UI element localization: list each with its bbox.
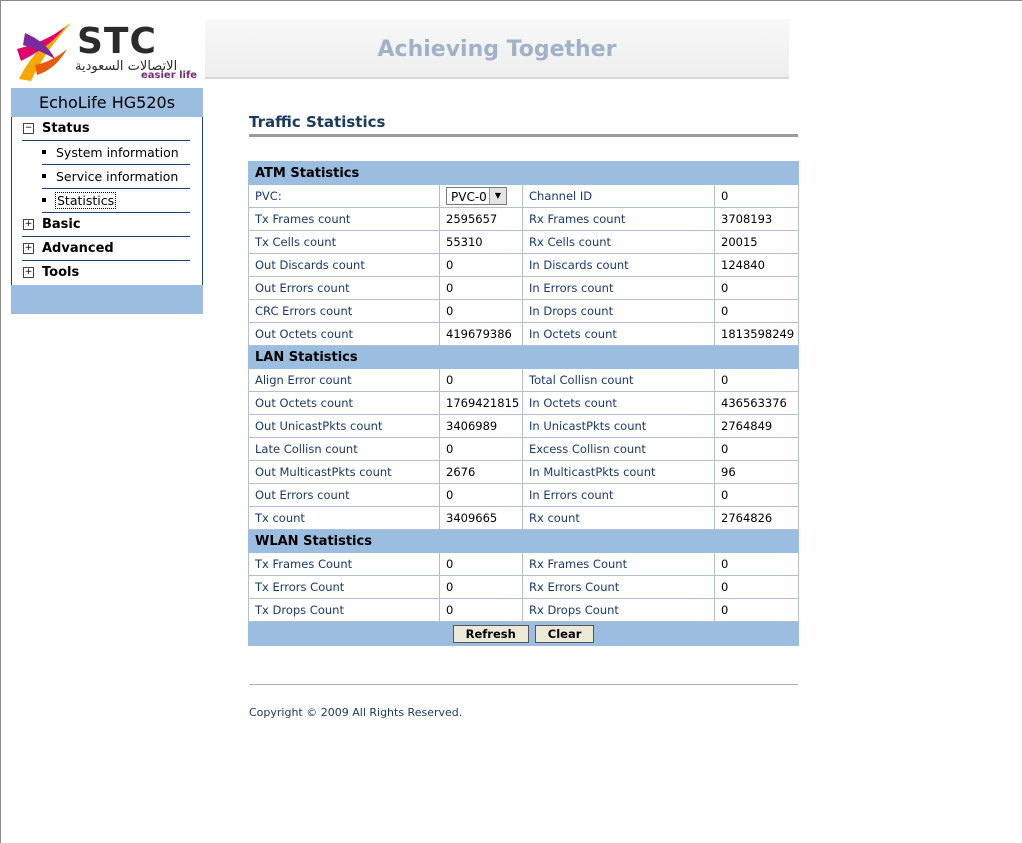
stat-label: Out Discards count — [249, 254, 440, 277]
stc-logo-mark-icon — [15, 19, 75, 83]
traffic-statistics-table — [248, 161, 799, 646]
button-row — [249, 622, 799, 646]
section-title: ATM Statistics — [249, 162, 799, 185]
stat-value: 419679386 — [440, 323, 523, 346]
banner — [205, 19, 789, 79]
table-row — [249, 369, 799, 392]
stat-value: 96 — [715, 461, 799, 484]
table-row — [249, 392, 799, 415]
stat-value: 0 — [715, 576, 799, 599]
copyright-text: Copyright © 2009 All Rights Reserved. — [249, 706, 463, 719]
sidebar-footer-bar — [11, 285, 203, 314]
stat-label: In Octets count — [523, 392, 715, 415]
menu-item-tools[interactable] — [22, 261, 190, 284]
stat-value: 0 — [440, 484, 523, 507]
section-title: WLAN Statistics — [249, 530, 799, 553]
stat-value: 1769421815 — [440, 392, 523, 415]
plus-box-icon[interactable]: + — [24, 243, 33, 253]
stat-value: 0 — [715, 277, 799, 300]
stat-value: 55310 — [440, 231, 523, 254]
stat-label: Rx Drops Count — [523, 599, 715, 622]
stat-label: Out Octets count — [249, 392, 440, 415]
menu-item-tools-label[interactable]: Tools — [42, 265, 80, 280]
stat-label: Excess Collisn count — [523, 438, 715, 461]
table-row — [249, 231, 799, 254]
stat-label: In Discards count — [523, 254, 715, 277]
banner-slogan: Achieving Together — [377, 37, 617, 62]
section-header-lan — [249, 346, 799, 369]
submenu-item-label[interactable]: System information — [56, 145, 179, 160]
stat-value: 0 — [440, 277, 523, 300]
menu-item-advanced-label[interactable]: Advanced — [42, 241, 114, 256]
stat-value: 3406989 — [440, 415, 523, 438]
logo-arabic-text: الاتصالات السعودية — [75, 59, 178, 74]
stat-value: 0 — [440, 254, 523, 277]
stat-label: Out UnicastPkts count — [249, 415, 440, 438]
submenu-item-service-information[interactable] — [42, 165, 190, 189]
stat-label: Out MulticastPkts count — [249, 461, 440, 484]
stat-value: 2764849 — [715, 415, 799, 438]
table-row — [249, 415, 799, 438]
channel-id-label: Channel ID — [523, 185, 715, 208]
pvc-label: PVC: — [249, 185, 440, 208]
stat-value: 124840 — [715, 254, 799, 277]
submenu-item-label[interactable]: Statistics — [57, 193, 115, 208]
stat-value: 0 — [715, 484, 799, 507]
stat-label: Late Collisn count — [249, 438, 440, 461]
stat-label: In Drops count — [523, 300, 715, 323]
stat-label: Tx Frames count — [249, 208, 440, 231]
channel-id-value: 0 — [715, 185, 799, 208]
table-row — [249, 484, 799, 507]
stat-value: 2595657 — [440, 208, 523, 231]
stat-value: 0 — [715, 438, 799, 461]
footer-divider — [249, 684, 798, 685]
table-row — [249, 507, 799, 530]
stat-label: Rx count — [523, 507, 715, 530]
stat-value: 0 — [440, 300, 523, 323]
refresh-button[interactable]: Refresh — [453, 625, 529, 643]
bullet-icon — [42, 150, 46, 154]
stat-label: Tx Cells count — [249, 231, 440, 254]
stat-label: Align Error count — [249, 369, 440, 392]
stat-label: CRC Errors count — [249, 300, 440, 323]
menu-item-basic-label[interactable]: Basic — [42, 217, 81, 232]
table-row — [249, 300, 799, 323]
table-row — [249, 438, 799, 461]
menu-item-status-label[interactable]: Status — [42, 121, 90, 136]
menu-item-basic[interactable] — [22, 213, 190, 237]
stat-value: 436563376 — [715, 392, 799, 415]
section-header-atm — [249, 162, 799, 185]
table-row — [249, 323, 799, 346]
stat-label: In Errors count — [523, 277, 715, 300]
stat-value: 1813598249 — [715, 323, 799, 346]
stat-label: Out Errors count — [249, 277, 440, 300]
stat-value: 20015 — [715, 231, 799, 254]
stat-label: Out Errors count — [249, 484, 440, 507]
table-row — [249, 461, 799, 484]
stat-value: 3708193 — [715, 208, 799, 231]
chevron-down-icon[interactable]: ▼ — [489, 188, 506, 204]
stat-value: 2676 — [440, 461, 523, 484]
table-row — [249, 277, 799, 300]
table-row — [249, 254, 799, 277]
plus-box-icon[interactable]: + — [24, 267, 33, 277]
stat-value: 3409665 — [440, 507, 523, 530]
stat-value: 0 — [440, 369, 523, 392]
plus-box-icon[interactable]: + — [24, 219, 33, 229]
stat-label: In Errors count — [523, 484, 715, 507]
stat-value: 0 — [440, 599, 523, 622]
pvc-select-cell — [440, 185, 523, 208]
pvc-select[interactable] — [446, 187, 507, 205]
stat-label: Out Octets count — [249, 323, 440, 346]
stat-value: 0 — [440, 576, 523, 599]
submenu-item-system-information[interactable] — [42, 141, 190, 165]
stat-label: Tx Frames Count — [249, 553, 440, 576]
device-model-title: EchoLife HG520s — [11, 88, 203, 117]
pvc-select-value: PVC-0 — [451, 190, 487, 204]
stat-value: 0 — [440, 553, 523, 576]
minus-box-icon[interactable]: − — [24, 123, 33, 133]
bullet-icon — [42, 198, 46, 202]
button-bar — [249, 622, 799, 646]
stat-label: Tx count — [249, 507, 440, 530]
stc-logo — [15, 19, 201, 83]
logo-text: STC — [77, 21, 157, 62]
submenu-item-statistics[interactable] — [42, 189, 190, 213]
stat-label: In Octets count — [523, 323, 715, 346]
stat-label: Rx Frames Count — [523, 553, 715, 576]
page-title: Traffic Statistics — [249, 113, 386, 131]
stat-label: Rx Frames count — [523, 208, 715, 231]
stat-value: 2764826 — [715, 507, 799, 530]
table-row — [249, 208, 799, 231]
stat-value: 0 — [715, 599, 799, 622]
stat-label: Tx Errors Count — [249, 576, 440, 599]
table-row — [249, 576, 799, 599]
stat-label: In UnicastPkts count — [523, 415, 715, 438]
menu-item-status[interactable] — [22, 117, 190, 141]
stat-value: 0 — [715, 369, 799, 392]
table-row-pvc — [249, 185, 799, 208]
sidebar-menu — [11, 117, 203, 285]
stat-value: 0 — [715, 300, 799, 323]
stat-label: Rx Errors Count — [523, 576, 715, 599]
table-row — [249, 599, 799, 622]
bullet-icon — [42, 174, 46, 178]
clear-button[interactable]: Clear — [535, 625, 595, 643]
title-divider — [249, 134, 798, 137]
stat-label: Total Collisn count — [523, 369, 715, 392]
menu-item-advanced[interactable] — [22, 237, 190, 261]
submenu-item-label[interactable]: Service information — [56, 169, 179, 184]
stat-label: Tx Drops Count — [249, 599, 440, 622]
stat-value: 0 — [715, 553, 799, 576]
section-title: LAN Statistics — [249, 346, 799, 369]
stat-value: 0 — [440, 438, 523, 461]
stat-label: In MulticastPkts count — [523, 461, 715, 484]
stat-label: Rx Cells count — [523, 231, 715, 254]
section-header-wlan — [249, 530, 799, 553]
logo-slogan: easier life — [141, 70, 198, 81]
table-row — [249, 553, 799, 576]
